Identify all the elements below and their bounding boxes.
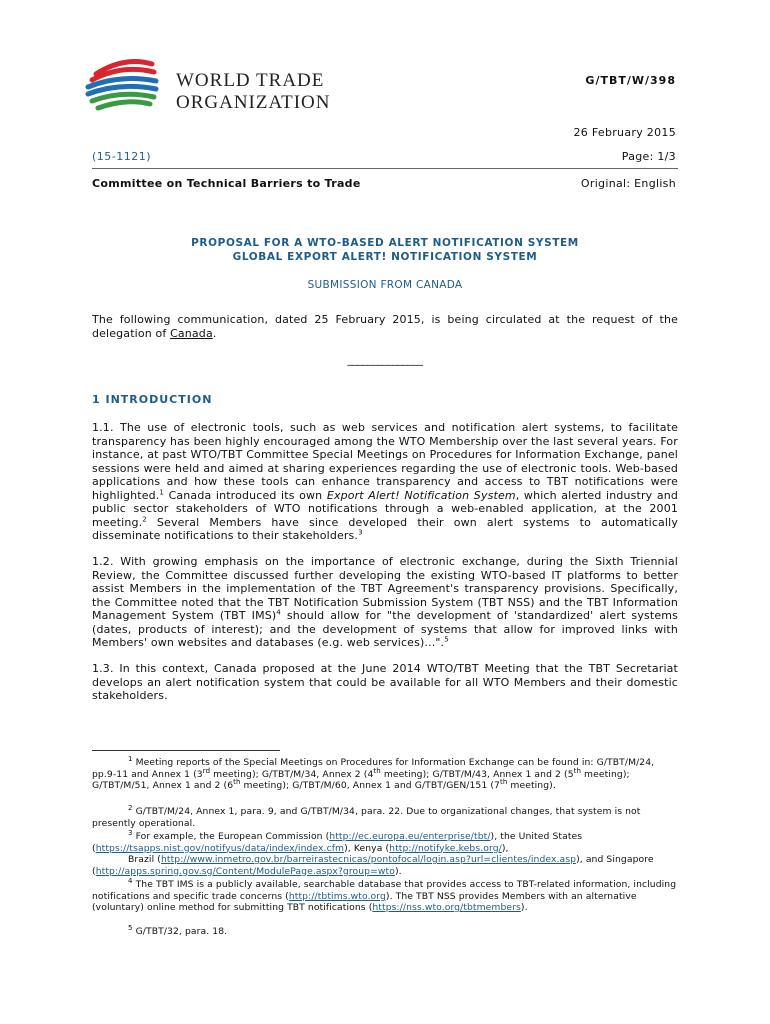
footnote-5 [92,923,678,938]
intro-paragraph [92,313,678,340]
footnote-4 [92,876,678,914]
footnote-1-text-b: meeting); G/TBT/M/34, Annex 2 (4 [210,768,374,780]
footnote-3-number: 3 [128,828,133,837]
p1-text-a: 1.1. The use of electronic tools, such as web services and notification alert systems, to facilitate transparency has been highly encouraged among the WTO Membership over the last several years. For instance, at past WTO/TBT Committee Special Meetings on Procedures for Information Exchange, panel sessions were held and aimed at sharing experiences regarding the use of electronic tools. Web-based applications and how these tools can enhance transparency and access to TBT notifications were highlighted. [92,421,678,502]
footnote-4-text-c: ). [520,902,528,913]
p1-text-d: Several Members have since developed their own alert systems to automatically disseminate notifications to their stakeholders. [92,515,678,542]
link-singapore[interactable]: http://apps.spring.gov.sg/Content/ModulePage.aspx?group=wto [95,865,395,877]
submission-line: SUBMISSION FROM CANADA [307,279,463,291]
footnote-4-text-a: The TBT IMS is a publicly available, searchable database that provides access to TBT-related information, including notifications and specific trade concerns ( [92,879,677,902]
p2-text-b: should allow for "the development of 'standardized' alert systems (dates, products of interest); and the development of systems that allow for improved links with Members' own websites and databases (e.g. web services)...". [92,609,678,649]
p2-text-a: 1.2. With growing emphasis on the importance of electronic exchange, during the Sixth Triennial Review, the Committee discussed further developing the existing WTO-based IT platforms to better assist Members in the implementation of the TBT Agreement's transparency provisions. Specifically, the Committee noted that the TBT Notification Submission System (TBT NSS) and the TBT Information Management System (TBT IMS) [92,555,678,622]
intro-country: Canada [170,326,213,340]
footnote-1-sup2: th [373,766,381,775]
reference-number: (15-1121) [92,150,152,163]
footnote-ref-5[interactable]: 5 [444,635,449,644]
footnote-ref-1[interactable]: 1 [159,487,165,496]
footnote-1-text-a: Meeting reports of the Special Meetings on Procedures for Information Exchange can be found in: G/TBT/M/24, pp.9-11 and Annex 1 (3 [92,757,655,780]
footnote-3-text-c: ), Kenya ( [344,842,390,854]
paragraph-1-3: 1.3. In this context, Canada proposed at the June 2014 WTO/TBT Meeting that the TBT Secretariat develops an alert notification system that could be available for all WTO Members and their domestic stakeholders. [92,662,678,702]
link-tbt-ims[interactable]: http://tbtims.wto.org [288,890,386,902]
document-symbol: G/TBT/W/398 [585,74,676,87]
document-title-line1: PROPOSAL FOR A WTO-BASED ALERT NOTIFICATION SYSTEM [191,237,579,249]
footnote-separator [92,750,280,751]
footnote-ref-4[interactable]: 4 [276,608,281,617]
section-heading-introduction: 1 INTRODUCTION [92,393,213,406]
footnote-3-text-f: ), and Singapore ( [92,854,654,877]
org-name-line1: WORLD TRADE [176,70,325,91]
footnote-1-sup4: th [233,777,241,786]
link-tbt-nss[interactable]: https://nss.wto.org/tbtmembers [372,902,521,913]
p1-text-c: , which alerted industry and public sector stakeholders of WTO notifications through a web-enabled application, at the 2001 meeting. [92,488,678,529]
paragraph-1-2 [92,555,678,650]
footnote-ref-2[interactable]: 2 [142,514,147,523]
footnote-1-sup1: rd [202,766,211,775]
document-title-line2: GLOBAL EXPORT ALERT! NOTIFICATION SYSTEM [232,251,538,263]
intro-text: The following communication, dated 25 February 2015, is being circulated at the request of the delegation of [92,313,678,340]
footnote-1-text-e: meeting); G/TBT/M/60, Annex 1 and G/TBT/GEN/151 (7 [240,780,500,791]
footnote-1 [92,754,678,792]
footnote-3-text-g: ). [394,865,402,877]
footnote-4-text-b: ). The TBT NSS provides Members with an alternative (voluntary) online method for submitting TBT notifications ( [92,890,637,913]
p1-text-b: Canada introduced its own [164,488,327,502]
link-kenya[interactable]: http://notifyke.kebs.org/ [389,842,502,854]
footnote-3-text-e: Brazil ( [128,854,161,865]
wto-logo [84,56,334,116]
footnote-3-text-d: ), [501,842,509,854]
footnote-3-text-a: For example, the European Commission ( [132,831,330,842]
footnote-5-text: G/TBT/32, para. 18. [132,926,228,937]
committee-name: Committee on Technical Barriers to Trade [92,177,361,190]
footnote-1-sup3: th [573,766,582,775]
org-name-line2: ORGANIZATION [176,92,331,113]
paragraph-1-1 [92,421,678,543]
footnote-1-sup5: th [499,777,508,786]
footnote-5-number: 5 [128,923,133,932]
footnote-ref-3[interactable]: 3 [358,528,363,537]
link-european-commission[interactable]: http://ec.europa.eu/enterprise/tbt/ [329,831,491,842]
footnote-2-number: 2 [128,803,133,812]
wto-globe-icon [84,56,164,116]
link-united-states[interactable]: https://tsapps.nist.gov/notifyus/data/index/index.cfm [95,842,345,854]
footnote-1-number: 1 [128,754,133,763]
intro-text-end: . [212,326,217,340]
footnote-1-text-f: meeting). [507,780,556,791]
footnote-1-text-d: meeting); G/TBT/M/51, Annex 1 and 2 (6 [92,768,630,791]
footnote-2-text: G/TBT/M/24, Annex 1, para. 9, and G/TBT/M/34, para. 22. Due to organizational changes, that system is not presently operational. [92,806,641,829]
footnote-3-text-b: ), the United States ( [92,831,583,854]
footnote-4-number: 4 [128,876,133,885]
link-brazil[interactable]: http://www.inmetro.gov.br/barreirastecnicas/pontofocal/login.asp?url=clientes/index.asp [160,854,577,865]
original-language: Original: English [580,177,676,190]
footnote-1-text-c: meeting); G/TBT/M/43, Annex 1 and 2 (5 [380,768,574,780]
page-indicator: Page: 1/3 [621,150,676,163]
wto-wordmark [176,70,330,114]
header-divider [92,168,678,169]
footnote-2 [92,803,678,829]
footnote-3 [92,828,678,877]
section-divider: _______________ [347,353,423,366]
document-date: 26 February 2015 [573,126,676,139]
p1-italic-system: Export Alert! Notification System [326,488,516,502]
